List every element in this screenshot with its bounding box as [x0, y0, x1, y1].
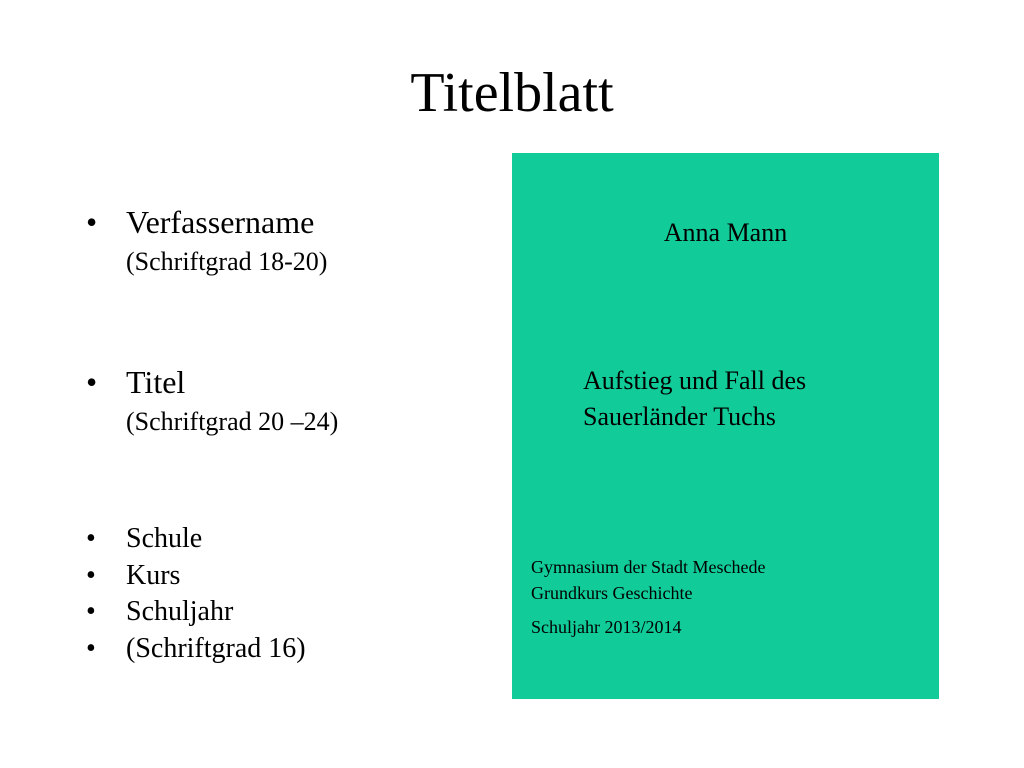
cover-title-line-1: Aufstieg und Fall des — [583, 366, 807, 395]
bullet-dot: • — [86, 633, 96, 664]
bullet-dot: • — [86, 596, 96, 627]
bullet-label-year: Schuljahr — [126, 596, 234, 627]
cover-title-line-2: Sauerländer Tuchs — [583, 402, 776, 431]
cover-course: Grundkurs Geschichte — [531, 583, 693, 603]
bullet-label-course: Kurs — [126, 560, 181, 591]
bullet-note-author: (Schriftgrad 18-20) — [126, 247, 328, 276]
bullet-label-school: Schule — [126, 523, 203, 554]
cover-year: Schuljahr 2013/2014 — [531, 617, 682, 637]
slide-title: Titelblatt — [410, 62, 614, 124]
title-page-sample — [512, 153, 939, 699]
bullet-note-title: (Schriftgrad 20 –24) — [126, 407, 339, 436]
cover-school: Gymnasium der Stadt Meschede — [531, 557, 766, 577]
bullet-label-fontsize: (Schriftgrad 16) — [126, 633, 306, 664]
bullet-dot: • — [86, 523, 96, 554]
bullet-dot: • — [86, 560, 96, 591]
bullet-dot: • — [86, 364, 98, 400]
cover-footer — [531, 554, 765, 640]
bullet-label-author: Verfassername — [126, 204, 315, 240]
bullet-label-title: Titel — [126, 364, 186, 400]
cover-author: Anna Mann — [663, 218, 788, 247]
bullet-dot: • — [86, 204, 98, 240]
cover-title — [583, 363, 806, 435]
